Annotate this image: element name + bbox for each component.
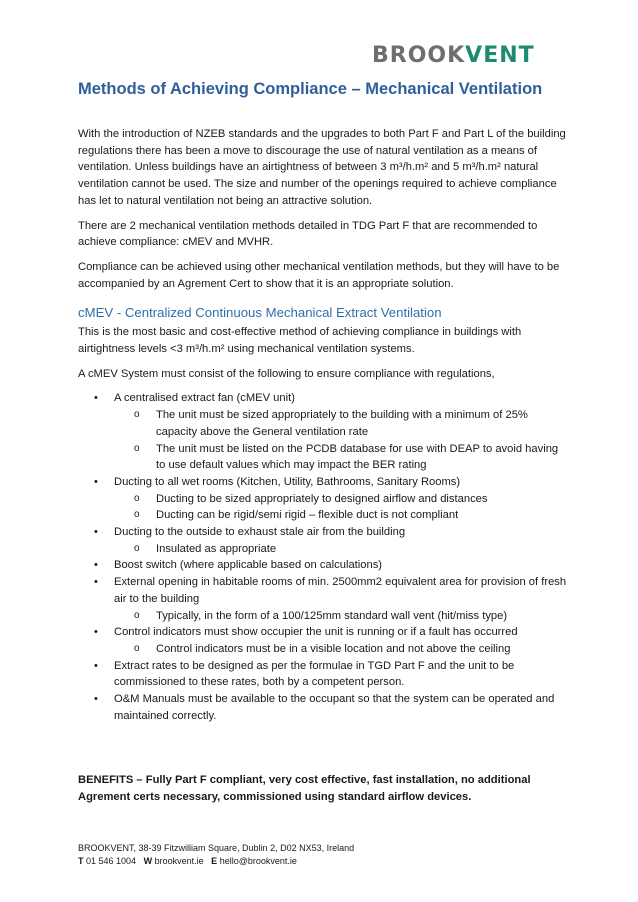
requirement-sublist xyxy=(114,541,568,558)
brookvent-logo xyxy=(372,44,535,68)
requirement-item xyxy=(78,624,568,657)
requirement-item xyxy=(78,390,568,474)
requirement-item xyxy=(78,524,568,557)
cmev-requirements-list xyxy=(78,390,568,724)
requirement-item xyxy=(78,474,568,524)
requirement-subitem xyxy=(114,441,568,474)
cmev-lead: A cMEV System must consist of the following to ensure compliance with regulations, xyxy=(78,367,495,380)
sub-bullet-icon: o xyxy=(134,492,140,504)
requirement-text: Ducting to all wet rooms (Kitchen, Utility, Bathrooms, Sanitary Rooms) xyxy=(114,475,461,488)
requirement-text: Boost switch (where applicable based on calculations) xyxy=(114,559,383,572)
requirement-item xyxy=(78,691,568,724)
requirement-text: Ducting to the outside to exhaust stale air from the building xyxy=(114,526,406,539)
bullet-icon: • xyxy=(94,626,98,639)
footer-email[interactable]: hello@brookvent.ie xyxy=(219,855,297,866)
email-label: E xyxy=(211,855,218,866)
bullet-icon: • xyxy=(94,693,98,706)
footer xyxy=(78,842,354,867)
paragraph-alternatives: Compliance can be achieved using other mechanical ventilation methods, but they will have to be accompanied by an Agrement Cert to show that it is an appropriate solution. xyxy=(78,260,560,290)
requirement-text: Extract rates to be designed as per the formulae in TGD Part F and the unit to be commissioned to these rates, both by a competent person. xyxy=(114,659,515,689)
footer-phone: 01 546 1004 xyxy=(86,855,137,866)
requirement-item xyxy=(78,574,568,624)
requirement-sublist xyxy=(114,641,568,658)
requirement-sublist xyxy=(114,608,568,625)
website-label: W xyxy=(143,855,153,866)
sub-bullet-icon: o xyxy=(134,442,140,454)
document-body xyxy=(78,126,568,725)
requirement-text: O&M Manuals must be available to the occupant so that the system can be operated and maintained correctly. xyxy=(114,693,555,722)
logo-vent-text: VENT xyxy=(465,43,535,68)
requirement-sublist xyxy=(114,407,568,474)
requirement-text: Control indicators must show occupier the unit is running or if a fault has occurred xyxy=(114,626,518,639)
requirement-subitem xyxy=(114,641,568,658)
requirement-subitem-text: The unit must be sized appropriately to the building with a minimum of 25% capacity above the General ventilation rate xyxy=(156,409,528,438)
requirement-item xyxy=(78,557,568,574)
requirement-subitem-text: Ducting to be sized appropriately to designed airflow and distances xyxy=(156,492,488,505)
sub-bullet-icon: o xyxy=(134,542,140,554)
requirement-text: A centralised extract fan (cMEV unit) xyxy=(114,392,295,405)
requirement-sublist xyxy=(114,491,568,524)
requirement-text: External opening in habitable rooms of min. 2500mm2 equivalent area for provision of fresh air to the building xyxy=(114,576,567,605)
sub-bullet-icon: o xyxy=(134,409,140,421)
sub-bullet-icon: o xyxy=(134,642,140,654)
sub-bullet-icon: o xyxy=(134,609,140,621)
bullet-icon: • xyxy=(94,576,98,589)
bullet-icon: • xyxy=(94,659,98,672)
benefits-statement: BENEFITS – Fully Part F compliant, very cost effective, fast installation, no additional Agrement certs necessary, commissioned using standard airflow devices. xyxy=(78,774,531,803)
bullet-icon: • xyxy=(94,475,98,488)
bullet-icon: • xyxy=(94,392,98,405)
requirement-subitem-text: Control indicators must be in a visible location and not above the ceiling xyxy=(156,642,511,655)
requirement-subitem xyxy=(114,407,568,440)
page-title: Methods of Achieving Compliance – Mechanical Ventilation xyxy=(78,80,543,98)
cmev-intro: This is the most basic and cost-effective method of achieving compliance in buildings with airtightness levels <3 m³/h.m² using mechanical ventilation systems. xyxy=(78,326,522,356)
bullet-icon: • xyxy=(94,559,98,572)
requirement-subitem xyxy=(114,507,568,524)
requirement-subitem-text: Ducting can be rigid/semi rigid – flexible duct is not compliant xyxy=(156,509,459,522)
logo-brook-text: BROOK xyxy=(372,43,466,68)
requirement-subitem xyxy=(114,541,568,558)
requirement-item xyxy=(78,658,568,691)
requirement-subitem-text: The unit must be listed on the PCDB database for use with DEAP to avoid having to use default values which may impact the BER rating xyxy=(156,442,559,472)
footer-contacts xyxy=(78,855,354,868)
footer-address: BROOKVENT, 38-39 Fitzwilliam Square, Dublin 2, D02 NX53, Ireland xyxy=(78,843,355,853)
requirement-subitem-text: Insulated as appropriate xyxy=(156,542,277,555)
paragraph-methods: There are 2 mechanical ventilation methods detailed in TDG Part F that are recommended to achieve compliance: cMEV and MVHR. xyxy=(78,219,538,249)
requirement-subitem xyxy=(114,608,568,625)
sub-bullet-icon: o xyxy=(134,509,140,521)
footer-website[interactable]: brookvent.ie xyxy=(154,855,204,866)
cmev-heading: cMEV - Centralized Continuous Mechanical Extract Ventilation xyxy=(78,305,442,321)
phone-label: T xyxy=(78,855,84,866)
requirement-subitem xyxy=(114,491,568,508)
bullet-icon: • xyxy=(94,526,98,539)
requirement-subitem-text: Typically, in the form of a 100/125mm standard wall vent (hit/miss type) xyxy=(156,609,508,622)
paragraph-intro: With the introduction of NZEB standards and the upgrades to both Part F and Part L of the building regulations there has been a move to discourage the use of natural ventilation as a means of ventilation. Unless buildings have an airtightness of between 3 m³/h.m² and 5 m³/h.m² natural ventilation cannot be used. The size and number of the openings required to achieve compliance has let to natural ventilation not being an attractive solution. xyxy=(78,128,566,207)
